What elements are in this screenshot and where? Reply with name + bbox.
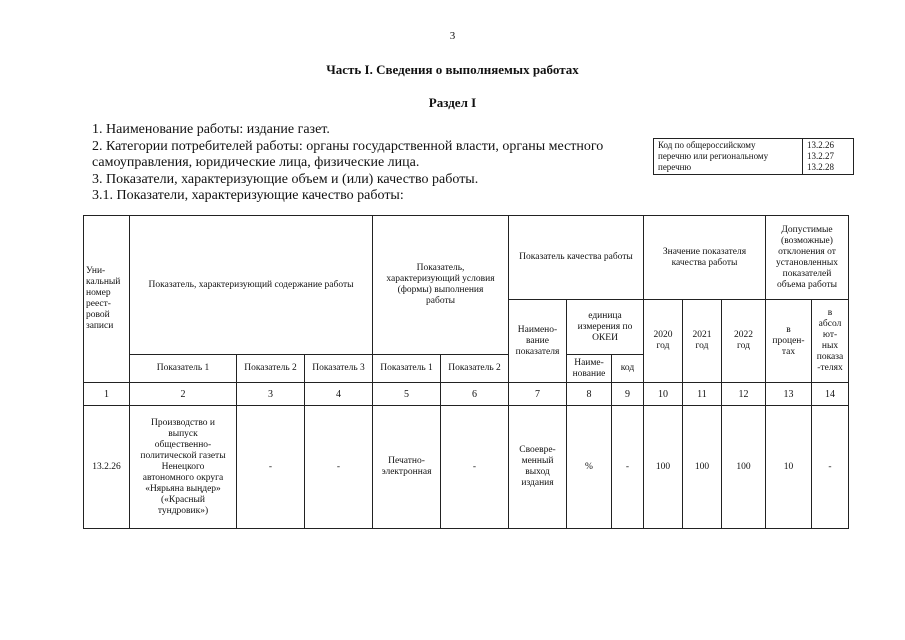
header-indicator-3: Показатель 3 xyxy=(305,355,373,383)
header-deviation: Допустимые (возможные) отклонения от установленных показателей объема работы xyxy=(766,216,849,300)
cell-value-2021: 100 xyxy=(683,406,722,529)
column-number: 5 xyxy=(373,383,441,406)
code-value: 13.2.28 xyxy=(807,162,834,172)
header-unit-code: код xyxy=(612,355,644,383)
header-year-2022: 2022 год xyxy=(722,300,766,383)
code-box-label xyxy=(654,139,803,175)
column-number: 14 xyxy=(812,383,849,406)
column-number: 6 xyxy=(441,383,509,406)
header-quality: Показатель качества работы xyxy=(509,216,644,300)
column-number: 9 xyxy=(612,383,644,406)
code-box-values xyxy=(803,139,854,175)
cell-deviation-absolute: - xyxy=(812,406,849,529)
section-title: Раздел I xyxy=(428,95,477,110)
intro-line: самоуправления, юридические лица, физические лица. xyxy=(92,155,420,170)
intro-line: 1. Наименование работы: издание газет. xyxy=(92,122,330,137)
header-year-2020: 2020 год xyxy=(644,300,683,383)
header-indicator-2: Показатель 2 xyxy=(237,355,305,383)
column-number: 1 xyxy=(84,383,130,406)
cell-unit-code: - xyxy=(612,406,644,529)
cell-registry: 13.2.26 xyxy=(84,406,130,529)
column-number: 4 xyxy=(305,383,373,406)
table-row xyxy=(84,406,849,529)
intro-line: 3. Показатели, характеризующие объем и (или) качество работы. xyxy=(92,171,479,187)
code-value: 13.2.27 xyxy=(807,151,834,161)
cell-condition-2: - xyxy=(441,406,509,529)
cell-content: Производство и выпуск общественно- политической газеты Ненецкого автономного округа «Нярьяна выңдер» («Красный тундровик») xyxy=(130,406,237,529)
header-percent: в процен- тах xyxy=(766,300,812,383)
cell-indicator-2: - xyxy=(237,406,305,529)
intro-text xyxy=(92,122,652,205)
header-content: Показатель, характеризующий содержание работы xyxy=(130,216,373,355)
header-cond-indicator-1: Показатель 1 xyxy=(373,355,441,383)
cell-condition-1: Печатно- электронная xyxy=(373,406,441,529)
column-number: 2 xyxy=(130,383,237,406)
header-cond-indicator-2: Показатель 2 xyxy=(441,355,509,383)
header-absolute: в абсол ют- ных показа -телях xyxy=(812,300,849,383)
header-conditions: Показатель, характеризующий условия (формы) выполнения работы xyxy=(373,216,509,355)
cell-indicator-3: - xyxy=(305,406,373,529)
column-number: 11 xyxy=(683,383,722,406)
column-number: 13 xyxy=(766,383,812,406)
header-registry: Уни- кальный номер реест- ровой записи xyxy=(84,216,130,383)
intro-line: 3.1. Показатели, характеризующие качество работы: xyxy=(92,188,404,203)
cell-unit-name: % xyxy=(567,406,612,529)
registry-code-box xyxy=(653,138,854,175)
code-value: 13.2.26 xyxy=(807,140,834,150)
cell-indicator-name: Своевре- менный выход издания xyxy=(509,406,567,529)
header-unit-name: Наиме- нование xyxy=(567,355,612,383)
header-year-2021: 2021 год xyxy=(683,300,722,383)
column-number: 8 xyxy=(567,383,612,406)
quality-indicators-table xyxy=(83,215,849,529)
column-number: 12 xyxy=(722,383,766,406)
code-label-line: Код по общероссийскому xyxy=(658,140,756,150)
header-indicator-1: Показатель 1 xyxy=(130,355,237,383)
column-number: 3 xyxy=(237,383,305,406)
code-label-line: перечню или региональному xyxy=(658,151,769,161)
page-number: 3 xyxy=(449,30,456,42)
header-indicator-name: Наимено- вание показателя xyxy=(509,300,567,383)
cell-value-2022: 100 xyxy=(722,406,766,529)
code-label-line: перечню xyxy=(658,162,692,172)
column-number: 7 xyxy=(509,383,567,406)
part-title: Часть I. Сведения о выполняемых работах xyxy=(326,62,579,77)
header-unit: единица измерения по ОКЕИ xyxy=(567,300,644,355)
column-number-row xyxy=(84,383,849,406)
intro-line: 2. Категории потребителей работы: органы государственной власти, органы местного xyxy=(92,138,604,154)
column-number: 10 xyxy=(644,383,683,406)
cell-value-2020: 100 xyxy=(644,406,683,529)
cell-deviation-percent: 10 xyxy=(766,406,812,529)
header-quality-value: Значение показателя качества работы xyxy=(644,216,766,300)
